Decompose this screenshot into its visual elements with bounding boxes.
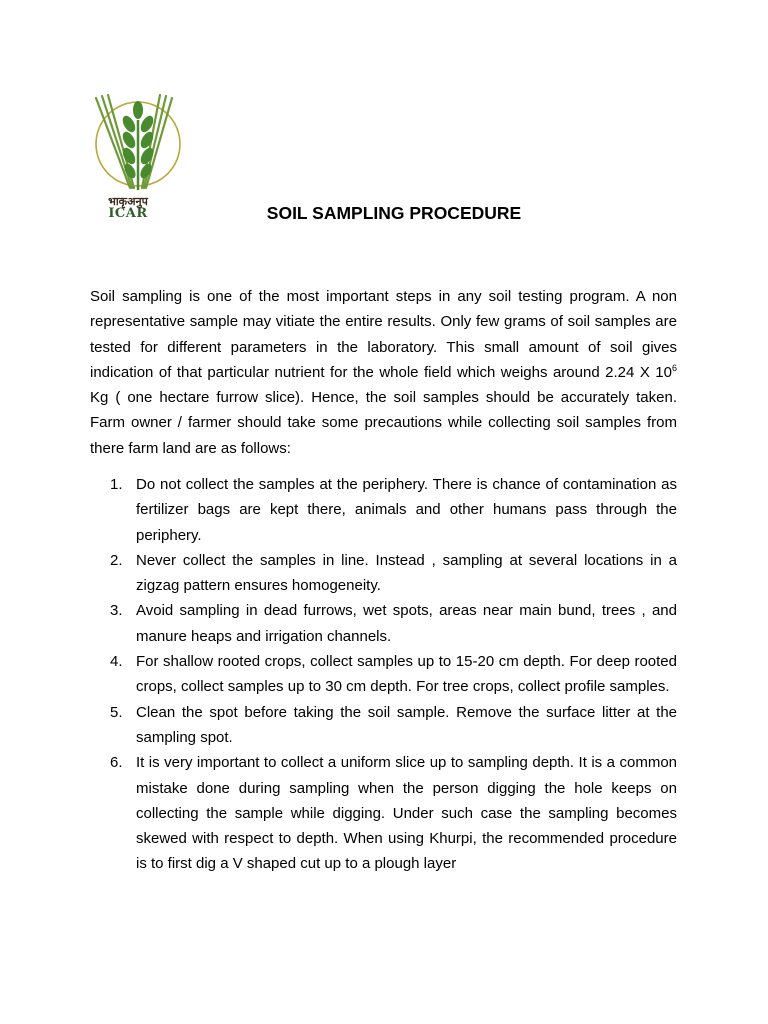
list-item-number: 1. [110, 476, 123, 493]
logo-org-text: ICAR [108, 206, 148, 221]
list-item-number: 4. [110, 653, 123, 671]
list-item-number: 5. [110, 703, 123, 721]
list-item-text: Avoid sampling in dead furrows, wet spots, areas near main bund, trees , and manure heaps and irrigation channels. [136, 602, 677, 645]
list-item-text: Do not collect the samples at the periphery. There is chance of contamination as fertilizer bags are kept there, animals and other humans pass through the periphery. [136, 476, 677, 544]
intro-paragraph [90, 284, 677, 461]
wheat-emblem-icon [88, 92, 192, 196]
intro-text-part1: Soil sampling is one of the most important steps in any soil testing program. A non representative sample may vitiate the entire results. Only few grams of soil samples are tested for different parameters in the laboratory. This small amount of soil gives indication of that particular nutrient for the whole field which weighs around 2.24 X 10 [90, 288, 677, 381]
list-item-text: Never collect the samples in line. Instead , sampling at several locations in a zigzag pattern ensures homogeneity. [136, 551, 677, 595]
intro-superscript: 6 [671, 362, 677, 373]
list-item [90, 700, 677, 751]
document-title [0, 203, 768, 224]
logo-hindi-text: भाकृअनुप [108, 195, 148, 208]
list-item [90, 649, 677, 700]
title-text: SOIL SAMPLING PROCEDURE [266, 203, 522, 223]
list-item [90, 548, 677, 599]
list-item-text: For shallow rooted crops, collect samples up to 15-20 cm depth. For deep rooted crops, collect samples up to 30 cm depth. For tree crops, collect profile samples. [136, 653, 677, 696]
steps-list [90, 472, 677, 877]
list-item [90, 598, 677, 649]
list-item-number: 6. [110, 754, 123, 772]
list-item-text: It is very important to collect a uniform slice up to sampling depth. It is a common mistake done during sampling when the person digging the hole keeps on collecting the sample while digging. Under such case the sampling becomes skewed with respect to depth. When using Khurpi, the recommended procedure is to first dig a V shaped cut up to a plough layer [136, 754, 677, 873]
list-item [90, 750, 677, 876]
list-item-number: 2. [110, 551, 123, 569]
list-item [90, 472, 677, 548]
list-item-number: 3. [110, 602, 123, 620]
intro-text-part2: Kg ( one hectare furrow slice). Hence, the soil samples should be accurately taken. Farm owner / farmer should take some precautions while collecting soil samples from there farm land are as follows: [90, 389, 677, 457]
list-item-text: Clean the spot before taking the soil sample. Remove the surface litter at the sampling spot. [136, 703, 677, 746]
